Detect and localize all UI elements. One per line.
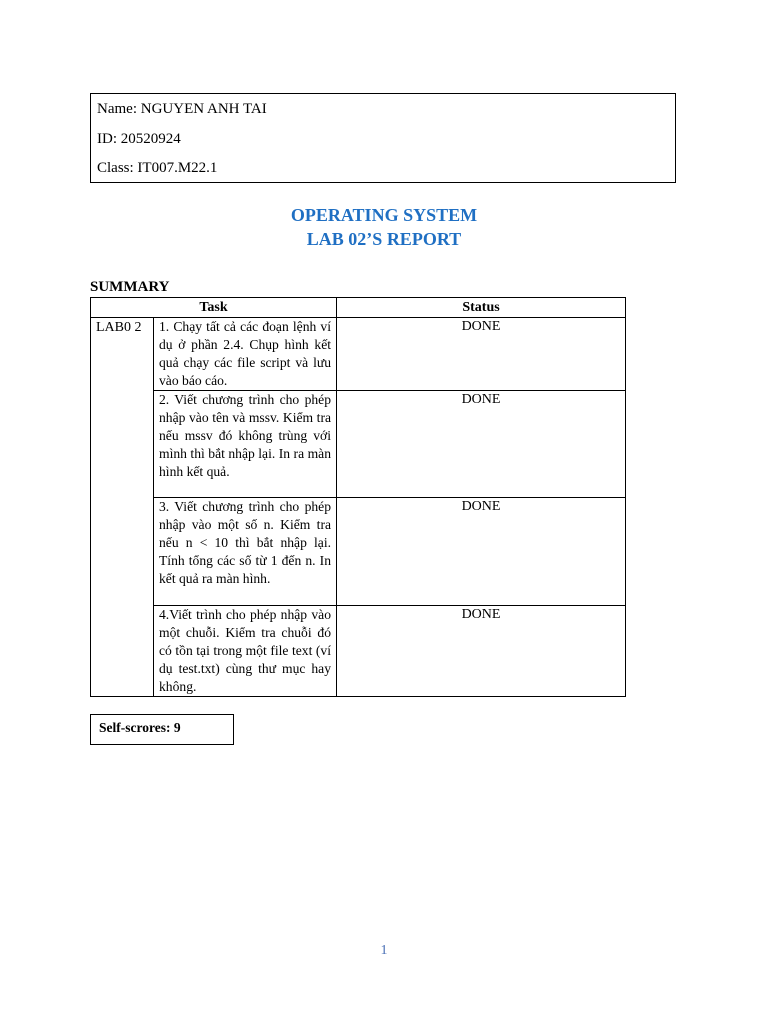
table-row	[91, 391, 626, 498]
column-header-task: Task	[91, 298, 337, 318]
status-cell: DONE	[337, 606, 626, 697]
table-row	[91, 498, 626, 606]
summary-heading: SUMMARY	[90, 279, 170, 295]
self-score-box: Self-scrores: 9	[90, 714, 234, 745]
task-cell: 4.Viết trình cho phép nhập vào một chuỗi. Kiểm tra chuỗi đó có tồn tại trong một file text (ví dụ test.txt) cùng thư mục hay không.	[154, 606, 337, 697]
status-cell: DONE	[337, 498, 626, 606]
table-header-row	[91, 298, 626, 318]
column-header-status: Status	[337, 298, 626, 318]
page-number: 1	[380, 943, 388, 958]
summary-table	[90, 297, 626, 697]
report-title-line2: LAB 02’S REPORT	[306, 229, 462, 249]
table-row	[91, 318, 626, 391]
task-cell: 3. Viết chương trình cho phép nhập vào một số n. Kiểm tra nếu n < 10 thì bắt nhập lại. Tính tổng các số từ 1 đến n. In kết quả ra màn hình.	[154, 498, 337, 606]
lab-label: LAB0 2	[91, 318, 154, 697]
student-name: Name: NGUYEN ANH TAI	[97, 101, 267, 117]
student-id: ID: 20520924	[97, 130, 181, 147]
report-title-line1: OPERATING SYSTEM	[290, 205, 478, 225]
student-info-box	[90, 93, 676, 183]
task-cell: 2. Viết chương trình cho phép nhập vào tên và mssv. Kiểm tra nếu mssv đó không trùng với mình thì bắt nhập lại. In ra màn hình kết quả.	[154, 391, 337, 498]
status-cell: DONE	[337, 318, 626, 391]
student-class: Class: IT007.M22.1	[97, 160, 218, 176]
status-cell: DONE	[337, 391, 626, 498]
task-cell: 1. Chạy tất cả các đoạn lệnh ví dụ ở phần 2.4. Chụp hình kết quả chạy các file script và lưu vào báo cáo.	[154, 318, 337, 391]
table-row	[91, 606, 626, 697]
